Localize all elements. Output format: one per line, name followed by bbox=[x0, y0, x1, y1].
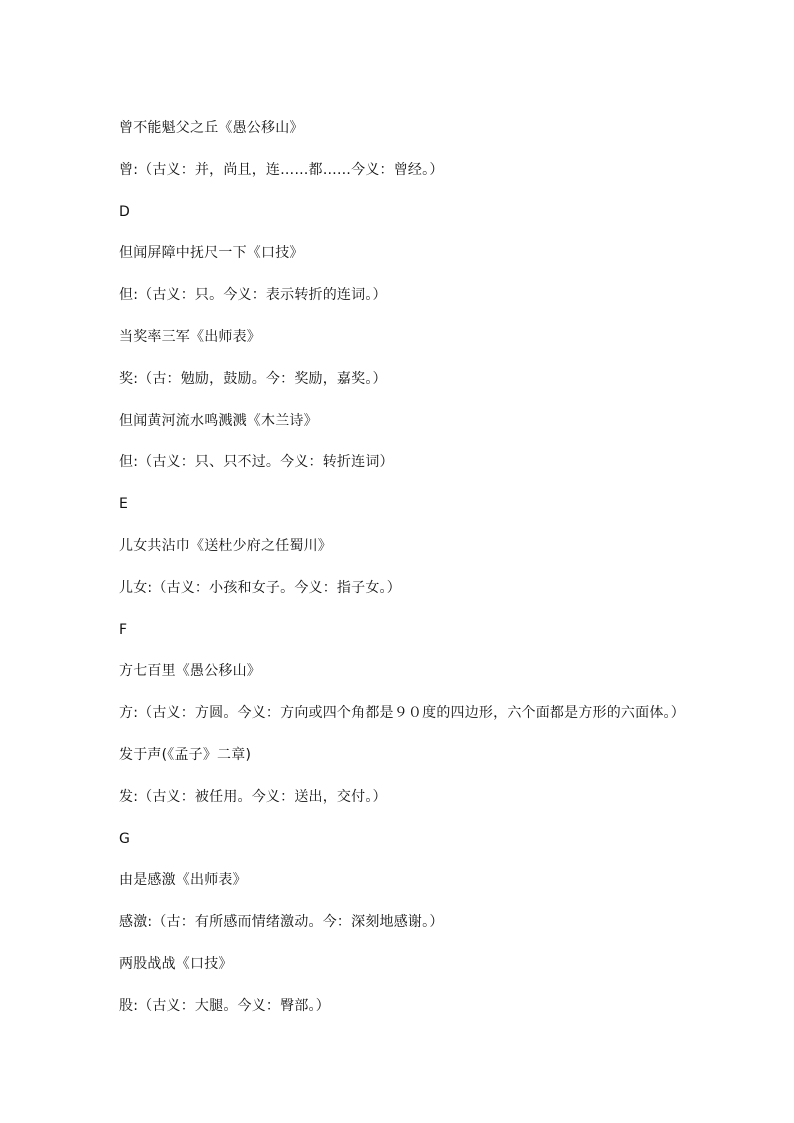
text-line: 由是感激《出师表》 bbox=[119, 872, 247, 889]
section-letter: G bbox=[119, 830, 131, 847]
text-line: 但闻黄河流水鸣溅溅《木兰诗》 bbox=[119, 412, 318, 429]
text-line: 发:（古义：被任用。今义：送出，交付。） bbox=[119, 788, 387, 805]
text-line: 方:（古义：方圆。今义：方向或四个角都是９０度的四边形，六个面都是方形的六面体。） bbox=[119, 705, 685, 722]
section-letter: F bbox=[119, 621, 128, 638]
text-line: 曾:（古义：并，尚且，连……都……今义：曾经。） bbox=[119, 161, 444, 178]
section-letter: E bbox=[119, 496, 129, 513]
text-lines bbox=[119, 116, 759, 1036]
text-line: 但闻屏障中抚尺一下《口技》 bbox=[119, 245, 304, 262]
text-line: 发于声(《孟子》二章) bbox=[119, 746, 252, 763]
text-line: 当奖率三军《出师表》 bbox=[119, 328, 261, 345]
text-line: 但:（古义：只、只不过。今义：转折连词） bbox=[119, 454, 394, 471]
text-line: 两股战战《口技》 bbox=[119, 955, 233, 972]
section-letter: D bbox=[119, 203, 130, 220]
text-line: 方七百里《愚公移山》 bbox=[119, 663, 261, 680]
text-line: 股:（古义：大腿。今义：臀部。） bbox=[119, 997, 330, 1014]
text-line: 曾不能魁父之丘《愚公移山》 bbox=[119, 120, 304, 136]
text-line: 奖:（古：勉励，鼓励。今：奖励，嘉奖。） bbox=[119, 370, 387, 387]
text-line: 儿女共沾巾《送杜少府之任蜀川》 bbox=[119, 537, 332, 554]
text-line: 但:（古义：只。今义：表示转折的连词。） bbox=[119, 287, 387, 304]
text-line: 感激:（古：有所感而情绪激动。今：深刻地感谢。） bbox=[119, 914, 444, 931]
text-line: 儿女:（古义：小孩和女子。今义：指子女。） bbox=[119, 579, 401, 596]
